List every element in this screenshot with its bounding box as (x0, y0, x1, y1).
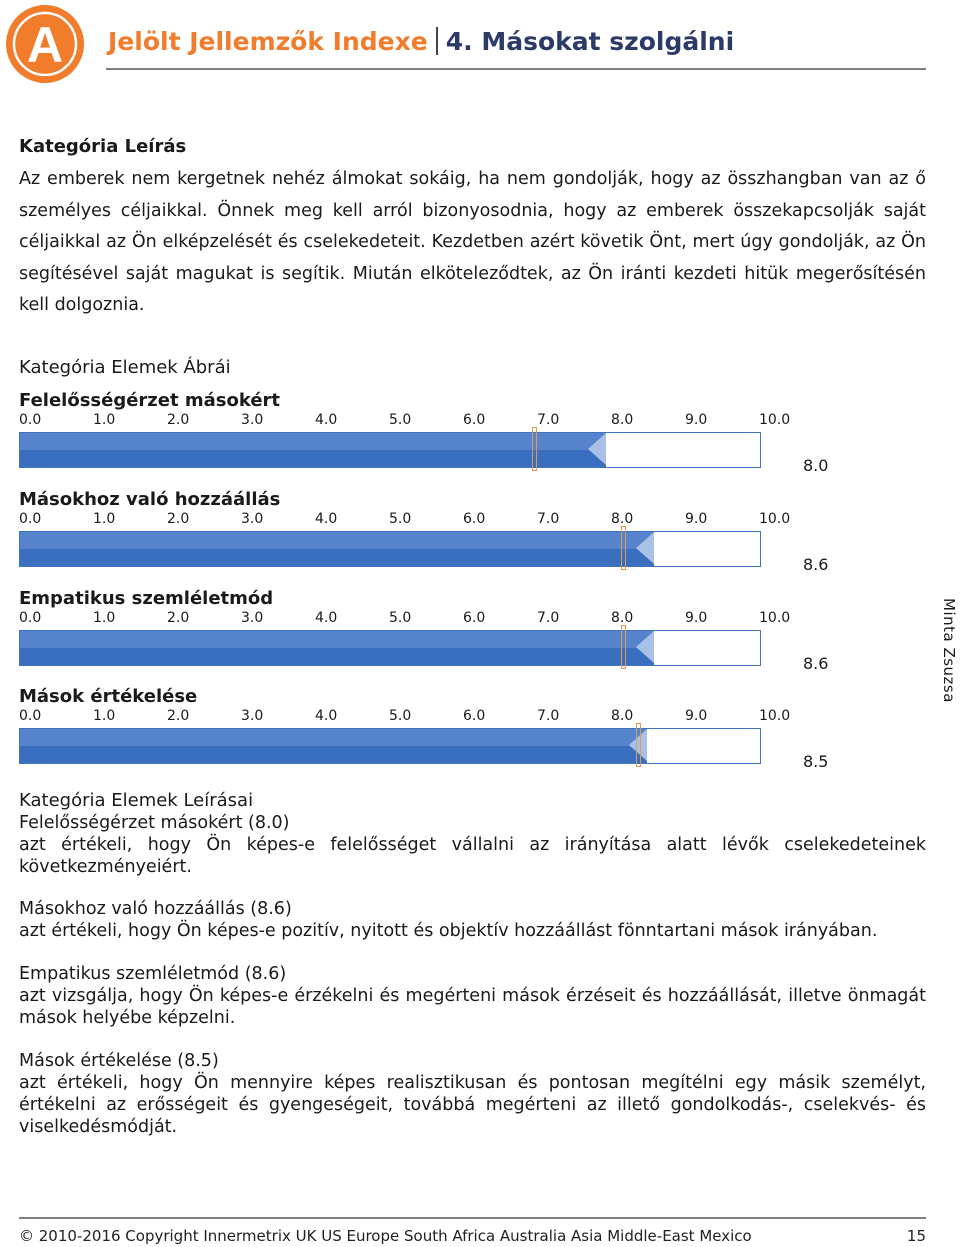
category-a-logo (4, 3, 86, 85)
tick-label: 10.0 (759, 610, 791, 626)
tick-label: 9.0 (685, 412, 708, 428)
element-desc-text: azt vizsgálja, hogy Ön képes-e érzékelni és megérteni mások érzéseit és hozzáállását, illetve önmagát mások helyébe képzelni. (19, 986, 926, 1028)
score-value: 8.5 (803, 752, 829, 771)
scale-ticks (19, 412, 799, 430)
benchmark-marker (621, 625, 626, 669)
tick-label: 4.0 (315, 511, 338, 527)
score-pointer-icon (636, 631, 654, 663)
score-bar (19, 531, 761, 567)
benchmark-marker (621, 526, 626, 570)
tick-label: 6.0 (463, 610, 486, 626)
scale-ticks (19, 610, 799, 628)
score-pointer-icon (636, 532, 654, 564)
tick-label: 6.0 (463, 511, 486, 527)
description-heading: Kategória Leírás (19, 136, 187, 157)
score-value: 8.6 (803, 654, 829, 673)
tick-label: 1.0 (93, 610, 116, 626)
element-desc-1 (19, 812, 926, 878)
tick-label: 2.0 (167, 610, 190, 626)
benchmark-marker (636, 723, 641, 767)
element-desc-title: Másokhoz való hozzáállás (8.6) (19, 899, 292, 919)
element-desc-4 (19, 1050, 926, 1138)
chart-empathy (19, 588, 829, 684)
page-number: 15 (906, 1227, 926, 1245)
chart-title: Empatikus szemléletmód (19, 588, 274, 609)
footer-copyright: © 2010-2016 Copyright Innermetrix UK US Europe South Africa Australia Asia Middle-East Mexico (19, 1227, 752, 1245)
tick-label: 2.0 (167, 708, 190, 724)
element-desc-2 (19, 898, 926, 942)
tick-label: 0.0 (19, 610, 42, 626)
footer-rule (19, 1217, 926, 1219)
scale-ticks (19, 511, 799, 529)
element-desc-title: Mások értékelése (8.5) (19, 1051, 219, 1071)
tick-label: 7.0 (537, 708, 560, 724)
score-bar-highlight (20, 631, 654, 648)
tick-label: 6.0 (463, 412, 486, 428)
tick-label: 0.0 (19, 511, 42, 527)
score-bar-fill (20, 532, 654, 566)
element-desc-text: azt értékeli, hogy Ön mennyire képes realisztikusan és pontosan megítélni egy másik személyt, értékelni az erősségeit és gyengeségeit, továbbá megérteni az illető gondolkodás-, cselekvés- és viselkedésmódját. (19, 1073, 926, 1137)
tick-label: 3.0 (241, 708, 264, 724)
score-bar-highlight (20, 433, 606, 450)
tick-label: 0.0 (19, 412, 42, 428)
chart-title: Másokhoz való hozzáállás (19, 489, 281, 510)
tick-label: 7.0 (537, 511, 560, 527)
tick-label: 9.0 (685, 708, 708, 724)
chart-responsibility (19, 390, 829, 486)
tick-label: 1.0 (93, 412, 116, 428)
tick-label: 8.0 (611, 708, 634, 724)
tick-label: 7.0 (537, 610, 560, 626)
tick-label: 1.0 (93, 511, 116, 527)
chart-title: Mások értékelése (19, 686, 198, 707)
tick-label: 8.0 (611, 511, 634, 527)
score-bar (19, 630, 761, 666)
tick-label: 6.0 (463, 708, 486, 724)
tick-label: 5.0 (389, 412, 412, 428)
tick-label: 9.0 (685, 511, 708, 527)
chart-attitude (19, 489, 829, 585)
tick-label: 1.0 (93, 708, 116, 724)
score-bar-fill (20, 433, 606, 467)
tick-label: 4.0 (315, 412, 338, 428)
chart-title: Felelősségérzet másokért (19, 390, 281, 411)
chart-evaluation (19, 686, 829, 782)
score-bar (19, 432, 761, 468)
score-value: 8.0 (803, 456, 829, 475)
tick-label: 2.0 (167, 412, 190, 428)
scale-ticks (19, 708, 799, 726)
element-desc-3 (19, 963, 926, 1029)
charts-heading: Kategória Elemek Ábrái (19, 357, 231, 378)
element-desc-text: azt értékeli, hogy Ön képes-e pozitív, nyitott és objektív hozzáállást fönntartani mások irányában. (19, 921, 878, 941)
element-desc-title: Felelősségérzet másokért (8.0) (19, 813, 290, 833)
score-value: 8.6 (803, 555, 829, 574)
score-bar (19, 728, 761, 764)
description-text: Az emberek nem kergetnek nehéz álmokat sokáig, ha nem gondolják, hogy az összhangban van az ő személyes céljaikkal. Önnek meg kell arról bizonyosodnia, hogy az emberek összekapcsolják saját céljaikkal az Ön elképzelését és cselekedeteit. Kezdetben azért követik Önt, mert úgy gondolják, az Ön segítésével saját magukat is segítik. Miután elköteleződtek, az Ön iránti kezdeti hitük megerősítésén kell dolgoznia. (19, 169, 926, 316)
score-bar-fill (20, 631, 654, 665)
header-separator (436, 27, 438, 55)
tick-label: 8.0 (611, 412, 634, 428)
element-desc-text: azt értékeli, hogy Ön képes-e felelősséget vállalni az irányítása alatt lévők cselekedeteinek következményeiért. (19, 835, 926, 877)
score-pointer-icon (588, 433, 606, 465)
score-bar-highlight (20, 532, 654, 549)
tick-label: 5.0 (389, 610, 412, 626)
tick-label: 9.0 (685, 610, 708, 626)
tick-label: 5.0 (389, 511, 412, 527)
page-header (108, 24, 734, 60)
tick-label: 3.0 (241, 412, 264, 428)
tick-label: 8.0 (611, 610, 634, 626)
elements-heading: Kategória Elemek Leírásai (19, 790, 254, 811)
tick-label: 10.0 (759, 708, 791, 724)
brand-title: Jelölt Jellemzők Indexe (108, 27, 428, 56)
tick-label: 3.0 (241, 511, 264, 527)
tick-label: 10.0 (759, 412, 791, 428)
tick-label: 5.0 (389, 708, 412, 724)
tick-label: 4.0 (315, 610, 338, 626)
tick-label: 2.0 (167, 511, 190, 527)
tick-label: 3.0 (241, 610, 264, 626)
benchmark-marker (532, 427, 537, 471)
tick-label: 4.0 (315, 708, 338, 724)
logo-letter: A (26, 17, 64, 73)
header-rule (106, 68, 926, 70)
tick-label: 10.0 (759, 511, 791, 527)
element-desc-title: Empatikus szemléletmód (8.6) (19, 964, 287, 984)
candidate-name-vertical: Minta Zsuzsa (940, 598, 958, 703)
tick-label: 7.0 (537, 412, 560, 428)
tick-label: 0.0 (19, 708, 42, 724)
score-bar-highlight (20, 729, 647, 746)
section-title: 4. Másokat szolgálni (445, 27, 735, 56)
score-bar-fill (20, 729, 647, 763)
